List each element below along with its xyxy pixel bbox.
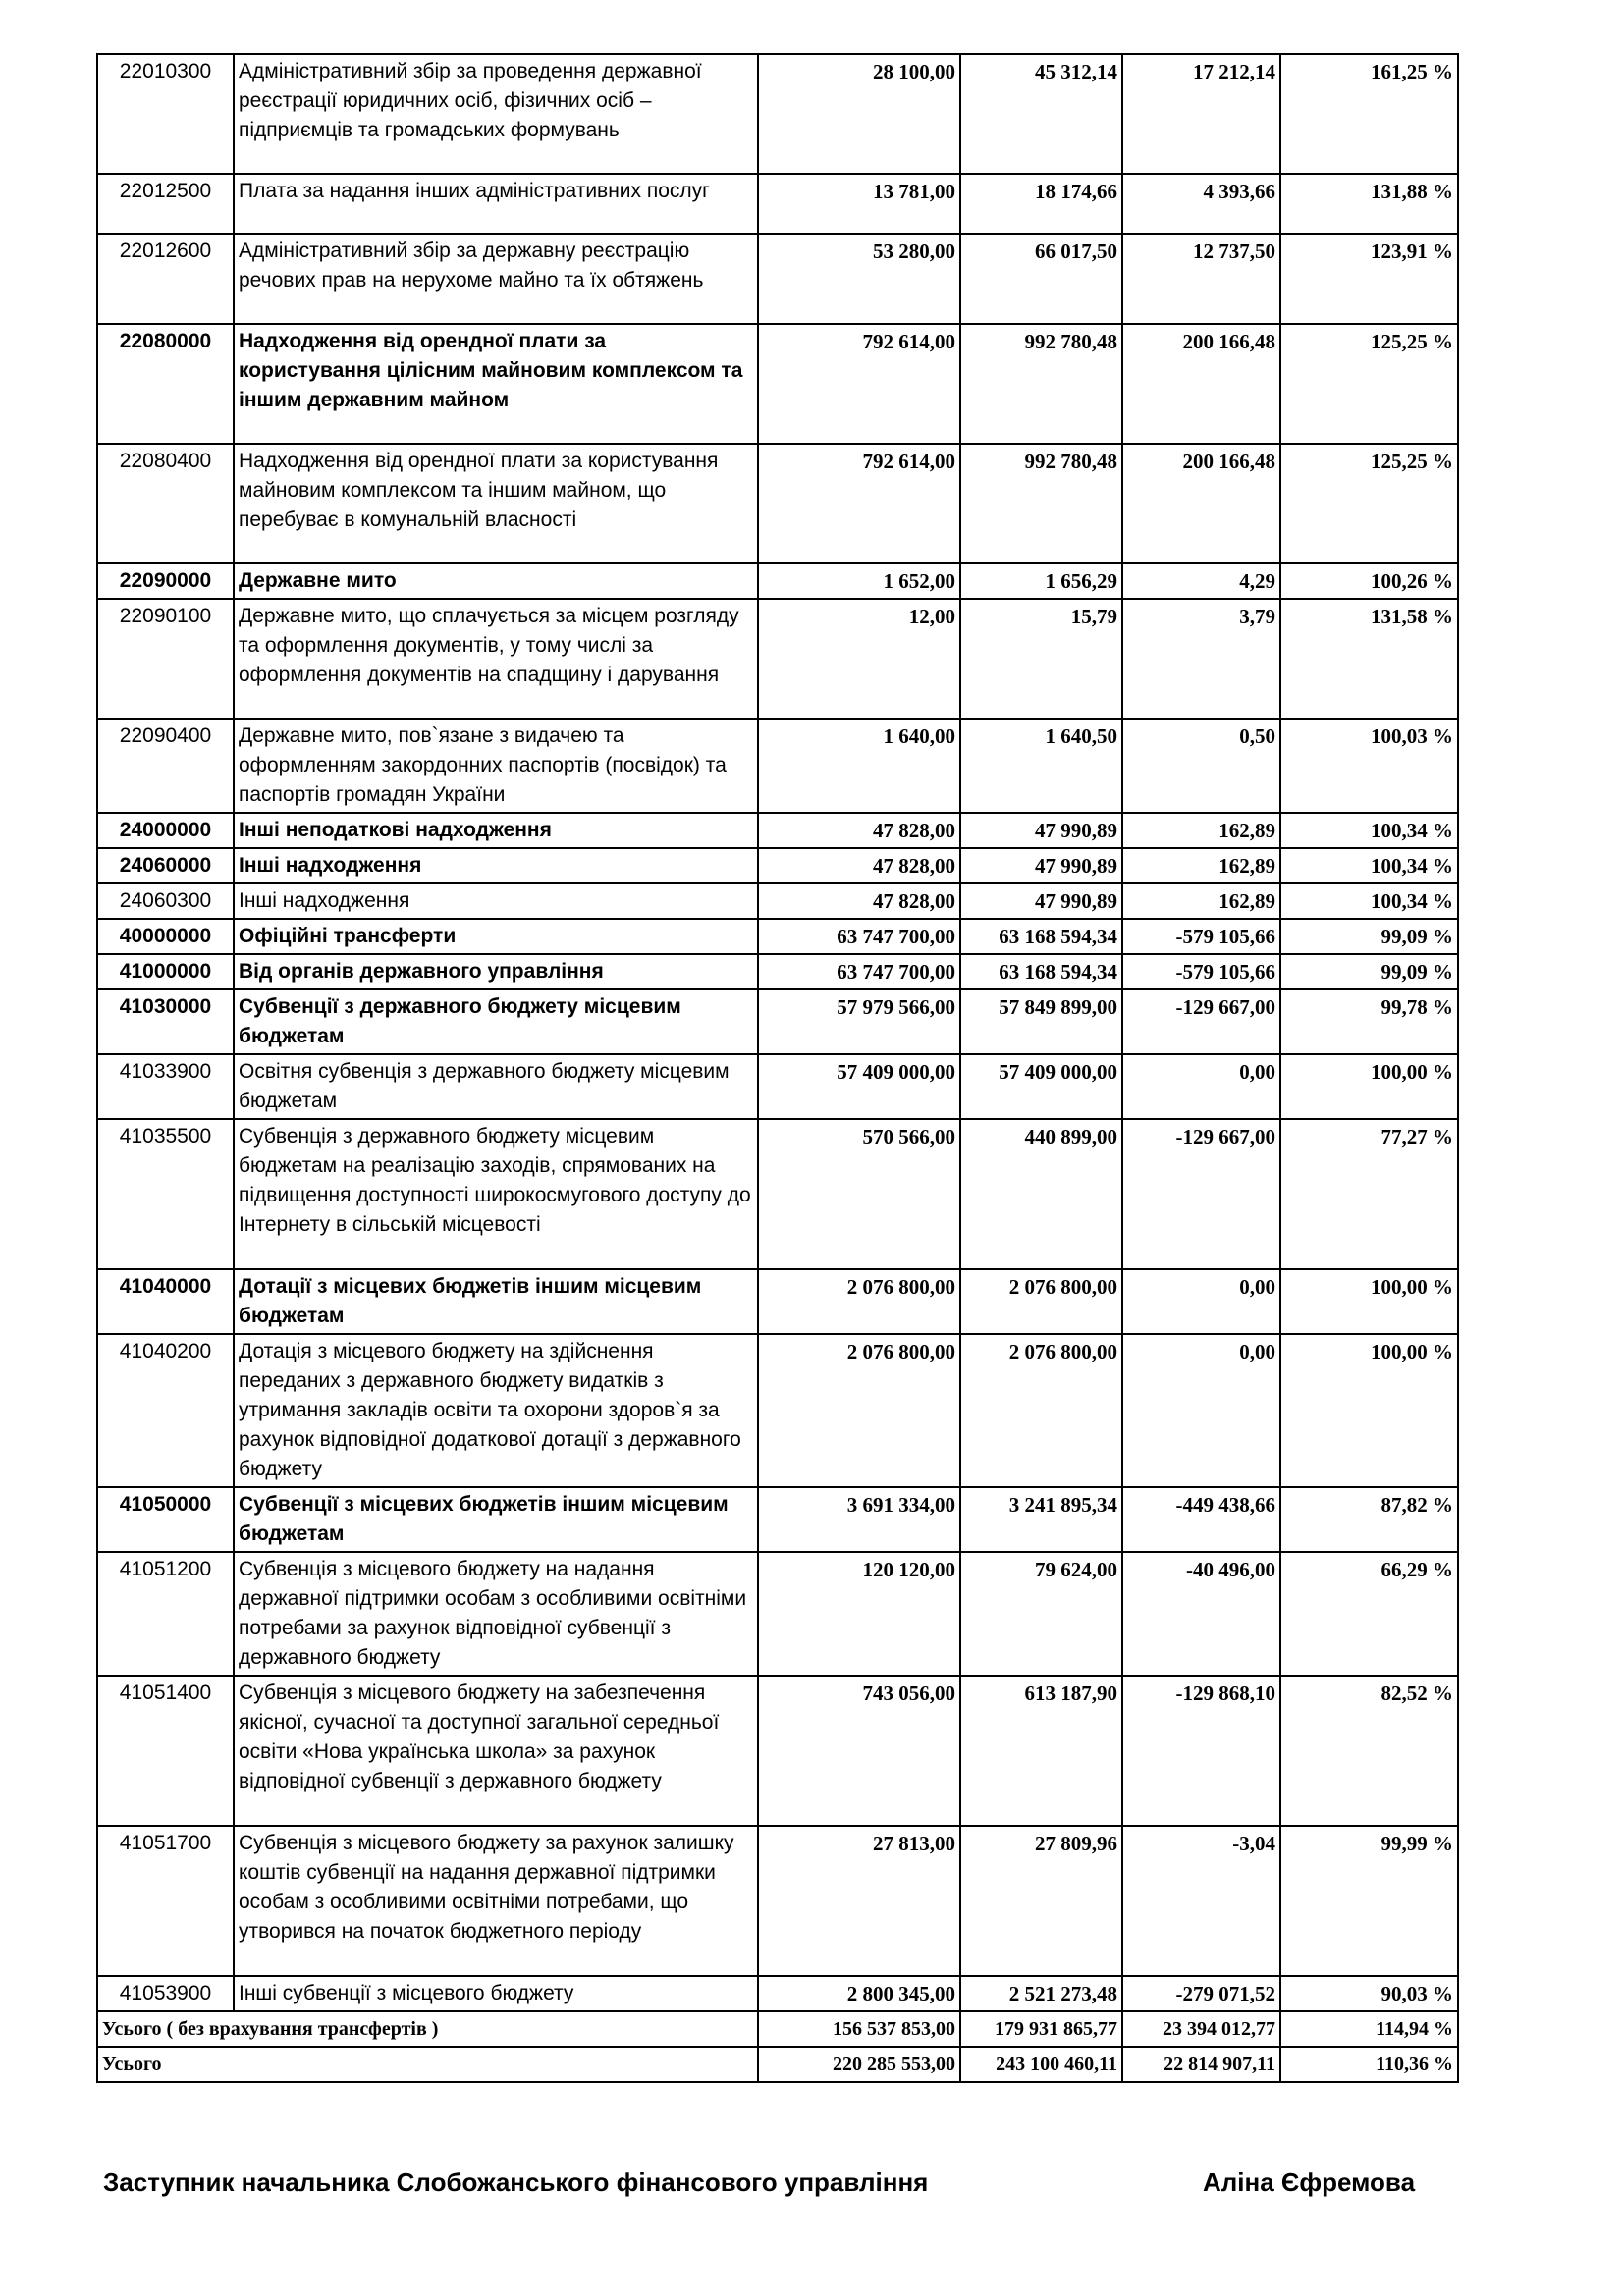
table-row [97,989,1458,1054]
row-diff: 200 166,48 [1122,444,1280,563]
table-row [97,813,1458,848]
table-row [97,1119,1458,1269]
row-code: 40000000 [97,919,234,954]
row-code: 41053900 [97,1976,234,2011]
table-row [97,919,1458,954]
row-diff: -129 667,00 [1122,989,1280,1054]
row-pct: 99,09 % [1280,954,1458,989]
row-code: 24060300 [97,883,234,919]
table-row [97,848,1458,883]
row-plan: 743 056,00 [758,1676,960,1826]
row-fact: 66 017,50 [960,234,1122,324]
table-row [97,1054,1458,1119]
row-pct: 100,03 % [1280,719,1458,813]
row-diff: 0,00 [1122,1334,1280,1487]
row-code: 22012500 [97,174,234,234]
row-fact: 15,79 [960,599,1122,719]
row-plan: 3 691 334,00 [758,1487,960,1552]
row-plan: 1 652,00 [758,563,960,599]
row-fact: 613 187,90 [960,1676,1122,1826]
row-fact: 79 624,00 [960,1552,1122,1676]
row-diff: 0,50 [1122,719,1280,813]
row-pct: 125,25 % [1280,444,1458,563]
row-code: 24000000 [97,813,234,848]
row-name: Дотації з місцевих бюджетів іншим місцевим бюджетам [234,1269,758,1334]
row-fact: 2 521 273,48 [960,1976,1122,2011]
table-row [97,1269,1458,1334]
row-pct: 90,03 % [1280,1976,1458,2011]
table-row [97,599,1458,719]
total-fact: 243 100 460,11 [960,2047,1122,2082]
row-plan: 120 120,00 [758,1552,960,1676]
row-code: 22012600 [97,234,234,324]
row-name: Субвенції з місцевих бюджетів іншим місцевим бюджетам [234,1487,758,1552]
row-name: Державне мито, пов`язане з видачею та оформленням закордонних паспортів (посвідок) та паспортів громадян України [234,719,758,813]
row-diff: 17 212,14 [1122,54,1280,174]
row-diff: -449 438,66 [1122,1487,1280,1552]
row-fact: 1 656,29 [960,563,1122,599]
row-code: 22080000 [97,324,234,444]
table-row [97,1976,1458,2011]
row-code: 41051400 [97,1676,234,1826]
row-pct: 131,58 % [1280,599,1458,719]
table-row [97,1334,1458,1487]
row-pct: 100,00 % [1280,1054,1458,1119]
total-row [97,2011,1458,2047]
row-pct: 100,34 % [1280,813,1458,848]
row-code: 41050000 [97,1487,234,1552]
total-diff: 22 814 907,11 [1122,2047,1280,2082]
table-row [97,174,1458,234]
total-pct: 110,36 % [1280,2047,1458,2082]
row-fact: 47 990,89 [960,883,1122,919]
row-name: Адміністративний збір за проведення державної реєстрації юридичних осіб, фізичних осіб – підприємців та громадських формувань [234,54,758,174]
row-diff: -129 667,00 [1122,1119,1280,1269]
table-row [97,324,1458,444]
row-pct: 100,00 % [1280,1334,1458,1487]
row-name: Субвенція з державного бюджету місцевим бюджетам на реалізацію заходів, спрямованих на підвищення доступності широкосмугового доступу до Інтернету в сільській місцевості [234,1119,758,1269]
total-fact: 179 931 865,77 [960,2011,1122,2047]
row-plan: 28 100,00 [758,54,960,174]
row-pct: 161,25 % [1280,54,1458,174]
row-plan: 47 828,00 [758,848,960,883]
row-diff: 12 737,50 [1122,234,1280,324]
total-plan: 156 537 853,00 [758,2011,960,2047]
row-fact: 992 780,48 [960,444,1122,563]
row-fact: 57 409 000,00 [960,1054,1122,1119]
total-row [97,2047,1458,2082]
row-fact: 2 076 800,00 [960,1334,1122,1487]
table-row [97,1676,1458,1826]
row-name: Інші надходження [234,848,758,883]
total-diff: 23 394 012,77 [1122,2011,1280,2047]
row-code: 22090100 [97,599,234,719]
row-fact: 1 640,50 [960,719,1122,813]
table-row [97,1487,1458,1552]
row-diff: -579 105,66 [1122,954,1280,989]
row-fact: 2 076 800,00 [960,1269,1122,1334]
row-diff: 0,00 [1122,1269,1280,1334]
row-name: Інші надходження [234,883,758,919]
row-plan: 13 781,00 [758,174,960,234]
row-fact: 992 780,48 [960,324,1122,444]
row-name: Державне мито [234,563,758,599]
row-diff: 0,00 [1122,1054,1280,1119]
row-name: Освітня субвенція з державного бюджету місцевим бюджетам [234,1054,758,1119]
row-name: Дотація з місцевого бюджету на здійснення переданих з державного бюджету видатків з утримання закладів освіти та охорони здоров`я за рахунок відповідної додаткової дотації з державного бюджету [234,1334,758,1487]
row-pct: 123,91 % [1280,234,1458,324]
row-diff: -129 868,10 [1122,1676,1280,1826]
row-pct: 66,29 % [1280,1552,1458,1676]
row-plan: 792 614,00 [758,444,960,563]
row-plan: 57 409 000,00 [758,1054,960,1119]
row-pct: 87,82 % [1280,1487,1458,1552]
row-name: Офіційні трансферти [234,919,758,954]
row-diff: 4 393,66 [1122,174,1280,234]
row-pct: 100,34 % [1280,883,1458,919]
row-name: Державне мито, що сплачується за місцем розгляду та оформлення документів, у тому числі за оформлення документів на спадщину і дарування [234,599,758,719]
row-name: Надходження від орендної плати за користування майновим комплексом та іншим майном, що перебуває в комунальній власності [234,444,758,563]
table-row [97,563,1458,599]
signature-position: Заступник начальника Слобожанського фінансового управління [103,2167,929,2197]
signature-name: Аліна Єфремова [1203,2167,1416,2197]
row-plan: 27 813,00 [758,1826,960,1976]
row-code: 41030000 [97,989,234,1054]
row-plan: 57 979 566,00 [758,989,960,1054]
row-plan: 12,00 [758,599,960,719]
row-code: 41040000 [97,1269,234,1334]
row-diff: -279 071,52 [1122,1976,1280,2011]
row-code: 22010300 [97,54,234,174]
row-pct: 77,27 % [1280,1119,1458,1269]
row-diff: 162,89 [1122,813,1280,848]
row-name: Субвенція з місцевого бюджету на надання державної підтримки особам з особливими освітніми потребами за рахунок відповідної субвенції з державного бюджету [234,1552,758,1676]
row-plan: 2 800 345,00 [758,1976,960,2011]
row-plan: 570 566,00 [758,1119,960,1269]
row-name: Адміністративний збір за державну реєстрацію речових прав на нерухоме майно та їх обтяжень [234,234,758,324]
row-pct: 100,34 % [1280,848,1458,883]
row-code: 41000000 [97,954,234,989]
row-fact: 3 241 895,34 [960,1487,1122,1552]
row-code: 22090000 [97,563,234,599]
total-label: Усього [97,2047,758,2082]
row-pct: 99,09 % [1280,919,1458,954]
row-pct: 82,52 % [1280,1676,1458,1826]
row-fact: 57 849 899,00 [960,989,1122,1054]
row-diff: 4,29 [1122,563,1280,599]
row-pct: 100,26 % [1280,563,1458,599]
row-diff: 3,79 [1122,599,1280,719]
row-diff: -40 496,00 [1122,1552,1280,1676]
row-code: 41051700 [97,1826,234,1976]
row-name: Субвенції з державного бюджету місцевим бюджетам [234,989,758,1054]
row-diff: 162,89 [1122,883,1280,919]
row-code: 22090400 [97,719,234,813]
row-plan: 47 828,00 [758,813,960,848]
row-plan: 2 076 800,00 [758,1334,960,1487]
row-pct: 131,88 % [1280,174,1458,234]
total-plan: 220 285 553,00 [758,2047,960,2082]
row-name: Від органів державного управління [234,954,758,989]
row-plan: 792 614,00 [758,324,960,444]
total-label: Усього ( без врахування трансфертів ) [97,2011,758,2047]
row-code: 41035500 [97,1119,234,1269]
row-name: Надходження від орендної плати за користування цілісним майновим комплексом та іншим державним майном [234,324,758,444]
row-name: Субвенція з місцевого бюджету на забезпечення якісної, сучасної та доступної загальної середньої освіти «Нова українська школа» за рахунок відповідної субвенції з державного бюджету [234,1676,758,1826]
row-plan: 1 640,00 [758,719,960,813]
row-diff: 200 166,48 [1122,324,1280,444]
table-row [97,954,1458,989]
budget-table [96,53,1459,2083]
total-pct: 114,94 % [1280,2011,1458,2047]
table-row [97,1552,1458,1676]
row-pct: 100,00 % [1280,1269,1458,1334]
table-row [97,883,1458,919]
row-plan: 63 747 700,00 [758,919,960,954]
row-fact: 18 174,66 [960,174,1122,234]
row-pct: 125,25 % [1280,324,1458,444]
row-diff: -579 105,66 [1122,919,1280,954]
row-plan: 53 280,00 [758,234,960,324]
row-fact: 45 312,14 [960,54,1122,174]
table-row [97,234,1458,324]
table-row [97,444,1458,563]
row-diff: -3,04 [1122,1826,1280,1976]
row-fact: 63 168 594,34 [960,954,1122,989]
row-plan: 2 076 800,00 [758,1269,960,1334]
row-code: 41051200 [97,1552,234,1676]
row-fact: 47 990,89 [960,848,1122,883]
row-code: 41033900 [97,1054,234,1119]
row-plan: 47 828,00 [758,883,960,919]
row-code: 22080400 [97,444,234,563]
table-row [97,719,1458,813]
row-name: Субвенція з місцевого бюджету за рахунок залишку коштів субвенції на надання державної підтримки особам з особливими освітніми потребами, що утворився на початок бюджетного періоду [234,1826,758,1976]
row-fact: 63 168 594,34 [960,919,1122,954]
row-name: Інші неподаткові надходження [234,813,758,848]
row-fact: 47 990,89 [960,813,1122,848]
row-pct: 99,78 % [1280,989,1458,1054]
row-pct: 99,99 % [1280,1826,1458,1976]
table-row [97,54,1458,174]
row-fact: 27 809,96 [960,1826,1122,1976]
row-name: Плата за надання інших адміністративних послуг [234,174,758,234]
row-fact: 440 899,00 [960,1119,1122,1269]
row-code: 24060000 [97,848,234,883]
row-plan: 63 747 700,00 [758,954,960,989]
table-row [97,1826,1458,1976]
row-code: 41040200 [97,1334,234,1487]
row-diff: 162,89 [1122,848,1280,883]
row-name: Інші субвенції з місцевого бюджету [234,1976,758,2011]
